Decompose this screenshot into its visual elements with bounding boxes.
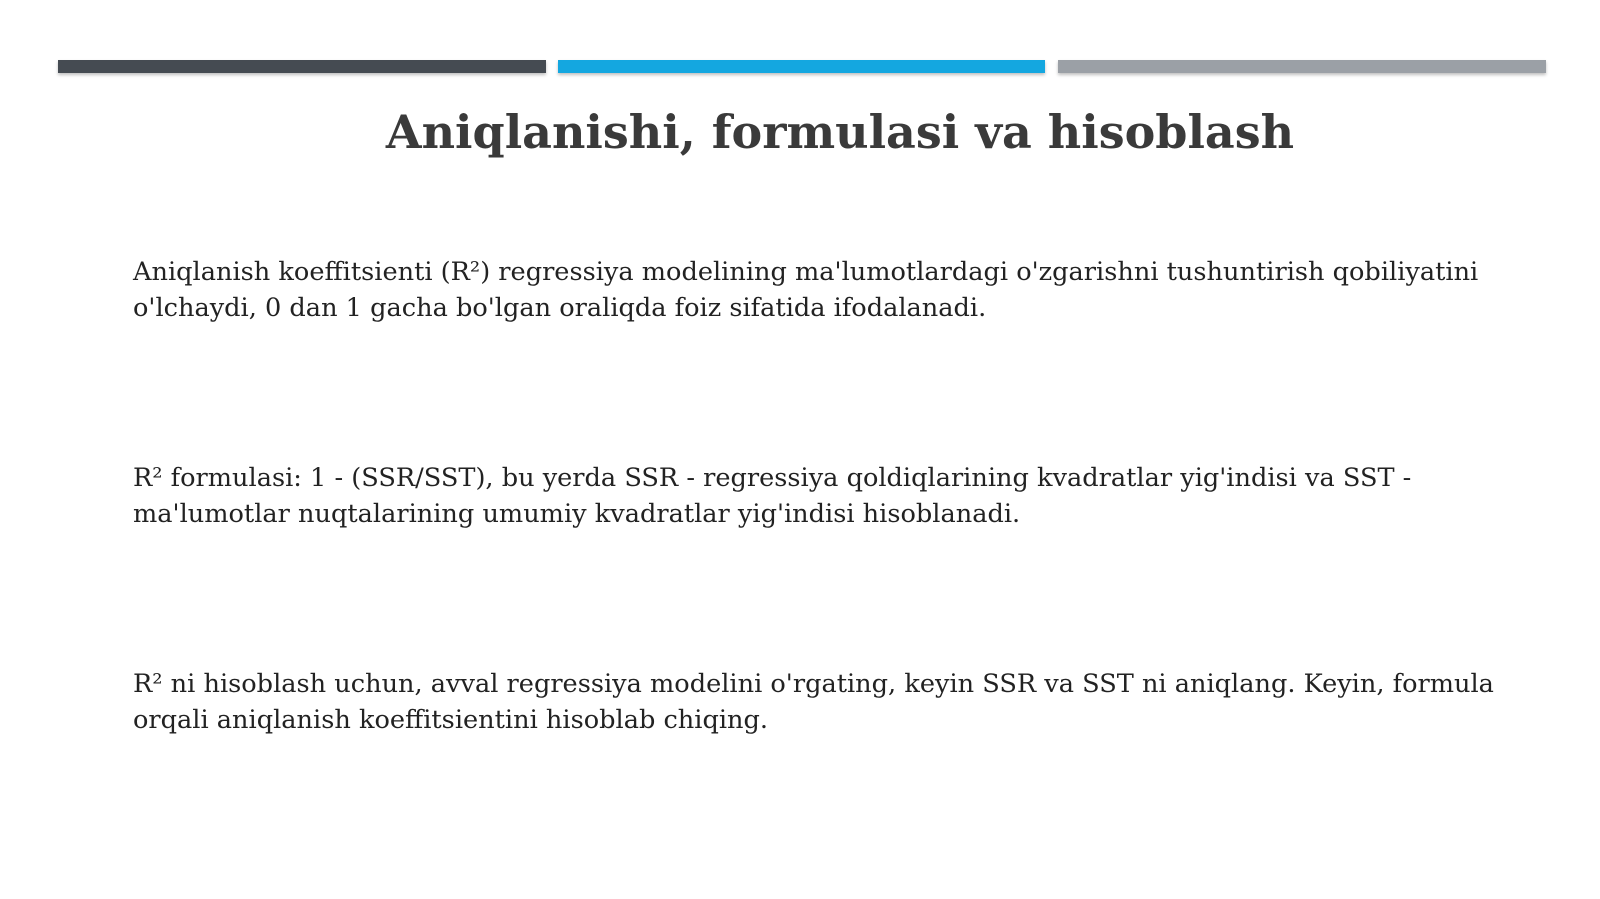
content-block-2 bbox=[133, 460, 1523, 532]
content-block-1 bbox=[133, 254, 1523, 326]
slide-title: Aniqlanishi, formulasi va hisoblash bbox=[385, 105, 1295, 159]
accent-bar-dark bbox=[58, 60, 546, 73]
accent-bar-gray bbox=[1058, 60, 1546, 73]
content-block-3 bbox=[133, 666, 1523, 738]
paragraph-definition: Aniqlanish koeffitsienti (R²) regressiya modelining ma'lumotlardagi o'zgarishni tushuntirish qobiliyatini o'lchaydi, 0 dan 1 gacha bo'lgan oraliqda foiz sifatida ifodalanadi. bbox=[133, 257, 1479, 323]
paragraph-calculation: R² ni hisoblash uchun, avval regressiya modelini o'rgating, keyin SSR va SST ni aniqlang. Keyin, formula orqali aniqlanish koeffitsientini hisoblab chiqing. bbox=[133, 669, 1494, 735]
accent-bar-blue bbox=[558, 60, 1045, 73]
paragraph-formula: R² formulasi: 1 - (SSR/SST), bu yerda SSR - regressiya qoldiqlarining kvadratlar yig'indisi va SST - ma'lumotlar nuqtalarining umumiy kvadratlar yig'indisi hisoblanadi. bbox=[133, 463, 1412, 529]
